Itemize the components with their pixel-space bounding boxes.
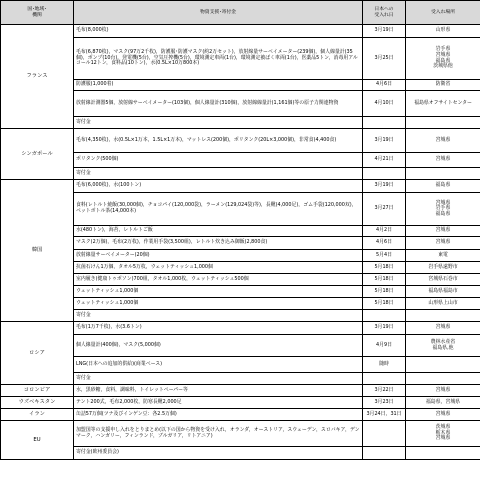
place-cell [406,357,480,373]
date-cell: 3月19日 [363,322,406,335]
place-cell: 宮城県 [406,237,480,250]
place-cell [406,168,480,180]
aid-cell: 寄付金 [74,117,363,129]
date-cell [363,310,406,322]
date-cell: 3月24日，31日 [363,409,406,421]
aid-cell: 寄付金(欧州委員会) [74,447,363,460]
place-cell: 宮城県 [406,385,480,397]
date-cell: 4月6日 [363,237,406,250]
date-cell: 5月18日 [363,262,406,274]
aid-cell: 毛布(4,350枚)，水(0.5L×1万本，1.5L×1万本)，マットレス(200個)，ポリタンク(20L×3,000個)，非常食(4,400食) [74,129,363,153]
date-cell: 3月27日 [363,193,406,226]
aid-cell: 缶詰57万個(ツナ及びインゲン豆：各2.5万個) [74,409,363,421]
place-cell [406,310,480,322]
header-aid: 物資支援･寄付金 [74,1,363,25]
country-cell: ロシア [1,322,74,385]
place-cell: 福島県，宮城県 [406,397,480,409]
date-cell [363,117,406,129]
header-place: 受入れ場所 [406,1,480,25]
country-cell: ウズベキスタン [1,397,74,409]
aid-cell: 防護服(1,000着) [74,80,363,91]
date-cell: 3月19日 [363,129,406,153]
place-cell: 茨城県 栃木県 宮城県 [406,421,480,447]
place-cell: 宮城県 [406,409,480,421]
place-cell [406,447,480,460]
country-cell: シンガポール [1,129,74,180]
date-cell: 5月18日 [363,298,406,310]
aid-cell: 寄付金 [74,310,363,322]
place-cell: 防衛省 [406,80,480,91]
place-cell: 福島県 [406,180,480,193]
aid-cell: 食料(レトルト焼飯(30,000個)，チョコパイ(120,000袋)，ラーメン(129,024袋)等)，長靴(4,000足)，ゴム手袋(120,000双)，ペットボトル茶(14,000本) [74,193,363,226]
date-cell: 4月2日 [363,226,406,237]
place-cell: 宮城県石巻市 [406,274,480,286]
country-cell: 韓国 [1,180,74,322]
date-cell: 5月4日 [363,250,406,262]
table-row [1,322,480,335]
aid-cell: 寄付金 [74,168,363,180]
place-cell: 東電 [406,250,480,262]
aid-cell: 毛布(6,870枚)，マスク(97万2千枚)，防護服･防護マスク(約2万セット)，放射線量サーベイメーター(239個)，個人線量計(35個)，ポンプ(10台)，発電機(5台)，空気圧搾機(5台)，環境測定車両(1台)，環境測定被ばく車両(1台)，医薬品5トン，消毒用アルコール12トン，食料品(10トン)，水(0.5L×10万800本) [74,38,363,80]
table-row [1,129,480,153]
place-cell: 山形県 [406,25,480,38]
aid-cell: 寄付金 [74,373,363,385]
header-row [1,1,480,25]
date-cell: 4月6日 [363,80,406,91]
aid-cell: ポリタンク(500個) [74,153,363,168]
aid-cell: テント200式，毛布2,000枚，防寒長靴2,000足 [74,397,363,409]
date-cell: 5月18日 [363,286,406,298]
date-cell: 4月10日 [363,91,406,117]
header-date: 日本への 受入れ日 [363,1,406,25]
aid-cell: 毛布(1万7千枚)，水(3.6トン) [74,322,363,335]
place-cell: 福島県オフサイトセンター [406,91,480,117]
place-cell [406,373,480,385]
date-cell [363,168,406,180]
aid-cell: 毛布(6,000枚)，水(100トン) [74,180,363,193]
place-cell: 宮城県 岩手県 福島県 [406,193,480,226]
aid-cell: マスク(2万個)，毛布(2万枚)，作業用手袋(3,500組)，レトルト炊き込み御飯(2,800食) [74,237,363,250]
date-cell: 5月18日 [363,274,406,286]
place-cell: 山形県上山市 [406,298,480,310]
table-row [1,180,480,193]
date-cell: 3月22日 [363,385,406,397]
date-cell: 3月19日 [363,180,406,193]
header-country: 国･地域･ 機関 [1,1,74,25]
date-cell: 随時 [363,357,406,373]
aid-cell: 抗菌石けん1万個，タオル5万枚，ウェットティッシュ1,000個 [74,262,363,274]
place-cell: 宮城県 [406,129,480,153]
date-cell [363,421,406,447]
country-cell: フランス [1,25,74,129]
table-row [1,385,480,397]
table-body [1,25,480,460]
aid-cell: 加盟国等の支援申し入れをとりまとめ(以下の国から物資を受け入れ，オランダ，オーストリア，スウェーデン，スロバキア，デンマーク，ハンガリー，フィンランド，ブルガリア，リトアニア) [74,421,363,447]
date-cell: 3月25日 [363,38,406,80]
aid-cell: 個人線量計(400個)，マスク(5,000個) [74,335,363,357]
aid-cell: ウェットティッシュ1,000個 [74,298,363,310]
aid-cell: ウェットティッシュ1,000個 [74,286,363,298]
table-row [1,25,480,38]
date-cell: 3月19日 [363,25,406,38]
date-cell: 4月9日 [363,335,406,357]
aid-cell: 放射線量サーベイメーター(20個) [74,250,363,262]
table-row [1,397,480,409]
country-cell: EU [1,421,74,460]
aid-cell: 水，黒砂糖，食料，調味料，トイレットペーパー等 [74,385,363,397]
date-cell: 3月23日 [363,397,406,409]
country-cell: コロンビア [1,385,74,397]
place-cell: 宮城県 [406,153,480,168]
table-row [1,409,480,421]
country-cell: イラン [1,409,74,421]
place-cell: 岩手県 宮城県 福島県 茨城県他 [406,38,480,80]
place-cell: 農林水産省 福島県,他 [406,335,480,357]
date-cell: 4月21日 [363,153,406,168]
aid-cell: 水(480トン)，海苔，レトルトご飯 [74,226,363,237]
place-cell: 宮城県 [406,322,480,335]
place-cell: 岩手県遠野市 [406,262,480,274]
date-cell [363,447,406,460]
date-cell [363,373,406,385]
place-cell: 福島県福島市 [406,286,480,298]
aid-cell: LNG(日本への追加的供給)(商業ベース) [74,357,363,373]
aid-cell: 室内履き(健康トゥポソン)700組，タオル1,000枚，ウェットティッシュ500個 [74,274,363,286]
table-row [1,421,480,447]
place-cell [406,117,480,129]
place-cell: 宮城県 [406,226,480,237]
aid-cell: 毛布(8,000枚) [74,25,363,38]
aid-cell: 放射線計測器5個，放射線サーベイメーター(103個)，個人線量計(310個)，放射線線量計(1,161個)等の原子力関連物資 [74,91,363,117]
